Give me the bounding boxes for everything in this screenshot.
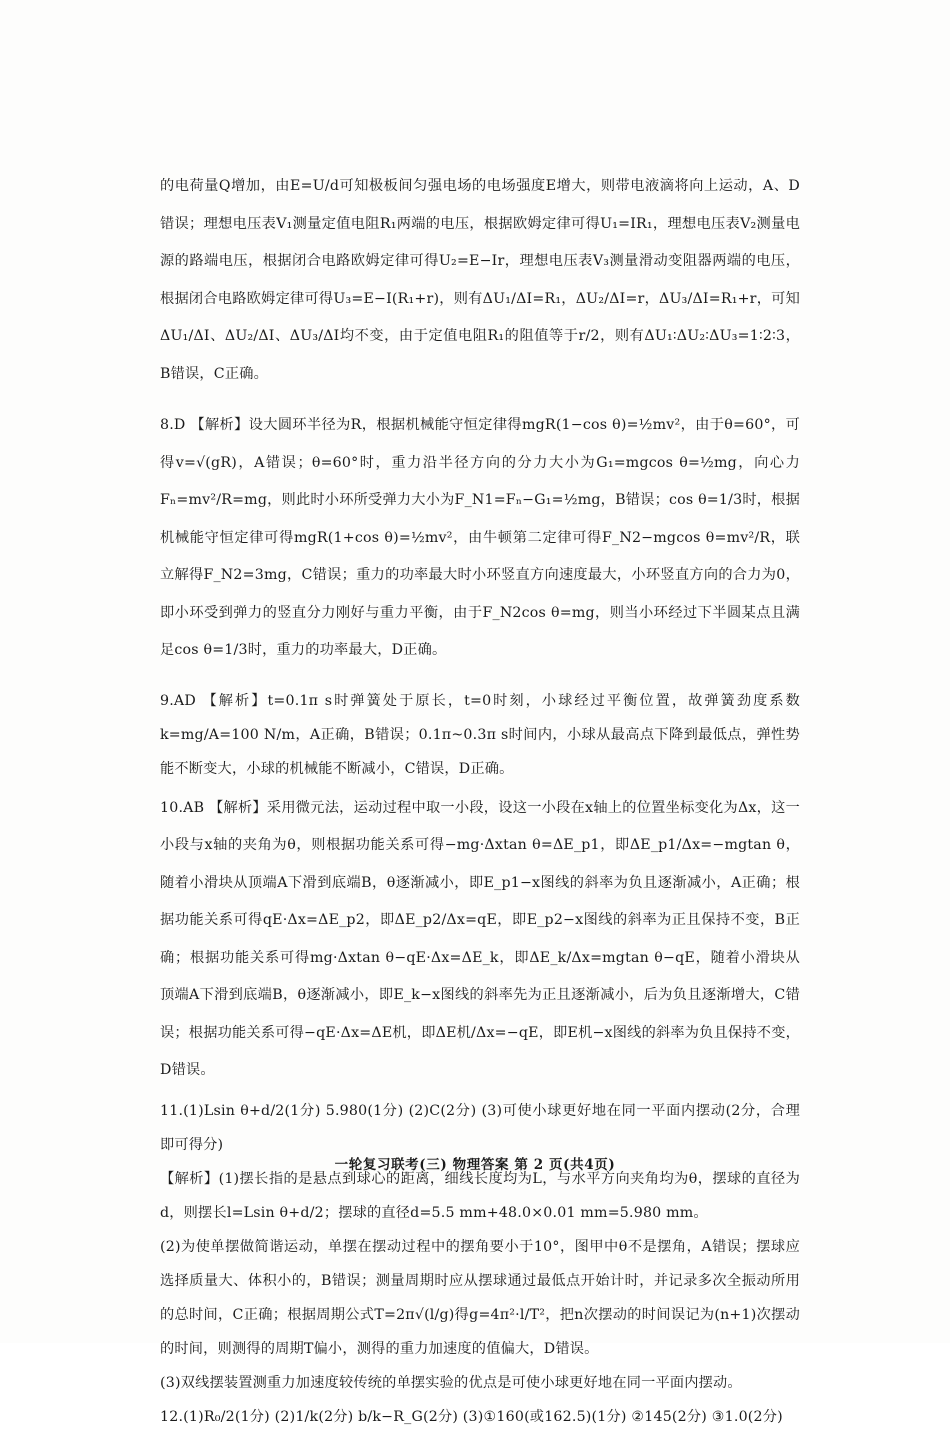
- answer-12: 12.(1)R₀/2(1分) (2)1/k(2分) b/k−R_G(2分) (3)①160(或162.5)(1分) ②145(2分) ③1.0(2分): [160, 1408, 783, 1425]
- answer-11-analysis-2: (2)为使单摆做简谐运动，单摆在摆动过程中的摆角要小于10°，图甲中θ不是摆角，A错误；摆球应选择质量大、体积小的，B错误；测量周期时应从摆球通过最低点开始计时，并记录多次全振动所用的总时间，C正确；根据周期公式T=2π√(l/g)得g=4π²·l/T²，把n次摆动的时间误记为(n+1)次摆动的时间，则测得的周期T偏小，测得的重力加速度的值偏大，D错误。: [160, 1238, 800, 1357]
- answer-10: 10.AB 【解析】采用微元法，运动过程中取一小段，设这一小段在x轴上的位置坐标变化为Δx，这一小段与x轴的夹角为θ，则根据功能关系可得−mg·Δxtan θ=ΔE_p1，即ΔE_p1/Δx=−mgtan θ，随着小滑块从顶端A下滑到底端B，θ逐渐减小，即E_p1−x图线的斜率为负且逐渐减小，A正确；根据功能关系可得qE·Δx=ΔE_p2，即ΔE_p2/Δx=qE，即E_p2−x图线的斜率为正且保持不变，B正确；根据功能关系可得mg·Δxtan θ−qE·Δx=ΔE_k，即ΔE_k/Δx=mgtan θ−qE，随着小滑块从顶端A下滑到底端B，θ逐渐减小，即E_k−x图线的斜率先为正且逐渐减小，后为负且逐渐增大，C错误；根据功能关系可得−qE·Δx=ΔE机，即ΔE机/Δx=−qE，即E机−x图线的斜率为负且保持不变，D错误。: [160, 799, 800, 1078]
- page-footer: 一轮复习联考(三) 物理答案 第 2 页(共4页): [334, 1157, 616, 1173]
- answer-11-analysis-3: (3)双线摆装置测重力加速度较传统的单摆实验的优点是可使小球更好地在同一平面内摆动。: [160, 1374, 742, 1391]
- answer-11-analysis-1: 【解析】(1)摆长指的是悬点到球心的距离，细线长度均为L，与水平方向夹角均为θ，摆球的直径为d，则摆长l=Lsin θ+d/2；摆球的直径d=5.5 mm+48.0×0.01 mm=5.980 mm。: [160, 1170, 800, 1221]
- page-content: [160, 168, 800, 1434]
- answer-7-continued: 的电荷量Q增加，由E=U/d可知极板间匀强电场的电场强度E增大，则带电液滴将向上运动，A、D错误；理想电压表V₁测量定值电阻R₁两端的电压，根据欧姆定律可得U₁=IR₁，理想电压表V₂测量电源的路端电压，根据闭合电路欧姆定律可得U₂=E−Ir，理想电压表V₃测量滑动变阻器两端的电压，根据闭合电路欧姆定律可得U₃=E−I(R₁+r)，则有ΔU₁/ΔI=R₁，ΔU₂/ΔI=r，ΔU₃/ΔI=R₁+r，可知ΔU₁/ΔI、ΔU₂/ΔI、ΔU₃/ΔI均不变，由于定值电阻R₁的阻值等于r/2，则有ΔU₁∶ΔU₂∶ΔU₃=1∶2∶3，B错误，C正确。: [160, 178, 800, 382]
- answer-11-key: 11.(1)Lsin θ+d/2(1分) 5.980(1分) (2)C(2分) (3)可使小球更好地在同一平面内摆动(2分，合理即可得分): [160, 1102, 800, 1153]
- answer-9: 9.AD 【解析】t=0.1π s时弹簧处于原长，t=0时刻，小球经过平衡位置，故弹簧劲度系数k=mg/A=100 N/m，A正确，B错误；0.1π~0.3π s时间内，小球从最高点下降到最低点，弹性势能不断变大，小球的机械能不断减小，C错误，D正确。: [160, 692, 800, 777]
- answer-8: 8.D 【解析】设大圆环半径为R，根据机械能守恒定律得mgR(1−cos θ)=½mv²，由于θ=60°，可得v=√(gR)，A错误；θ=60°时，重力沿半径方向的分力大小为G₁=mgcos θ=½mg，向心力Fₙ=mv²/R=mg，则此时小环所受弹力大小为F_N1=Fₙ−G₁=½mg，B错误；cos θ=1/3时，根据机械能守恒定律可得mgR(1+cos θ)=½mv²，由牛顿第二定律可得F_N2−mgcos θ=mv²/R，联立解得F_N2=3mg，C错误；重力的功率最大时小环竖直方向速度最大，小环竖直方向的合力为0，即小环受到弹力的竖直分力刚好与重力平衡，由于F_N2cos θ=mg，则当小环经过下半圆某点且满足cos θ=1/3时，重力的功率最大，D正确。: [160, 417, 800, 658]
